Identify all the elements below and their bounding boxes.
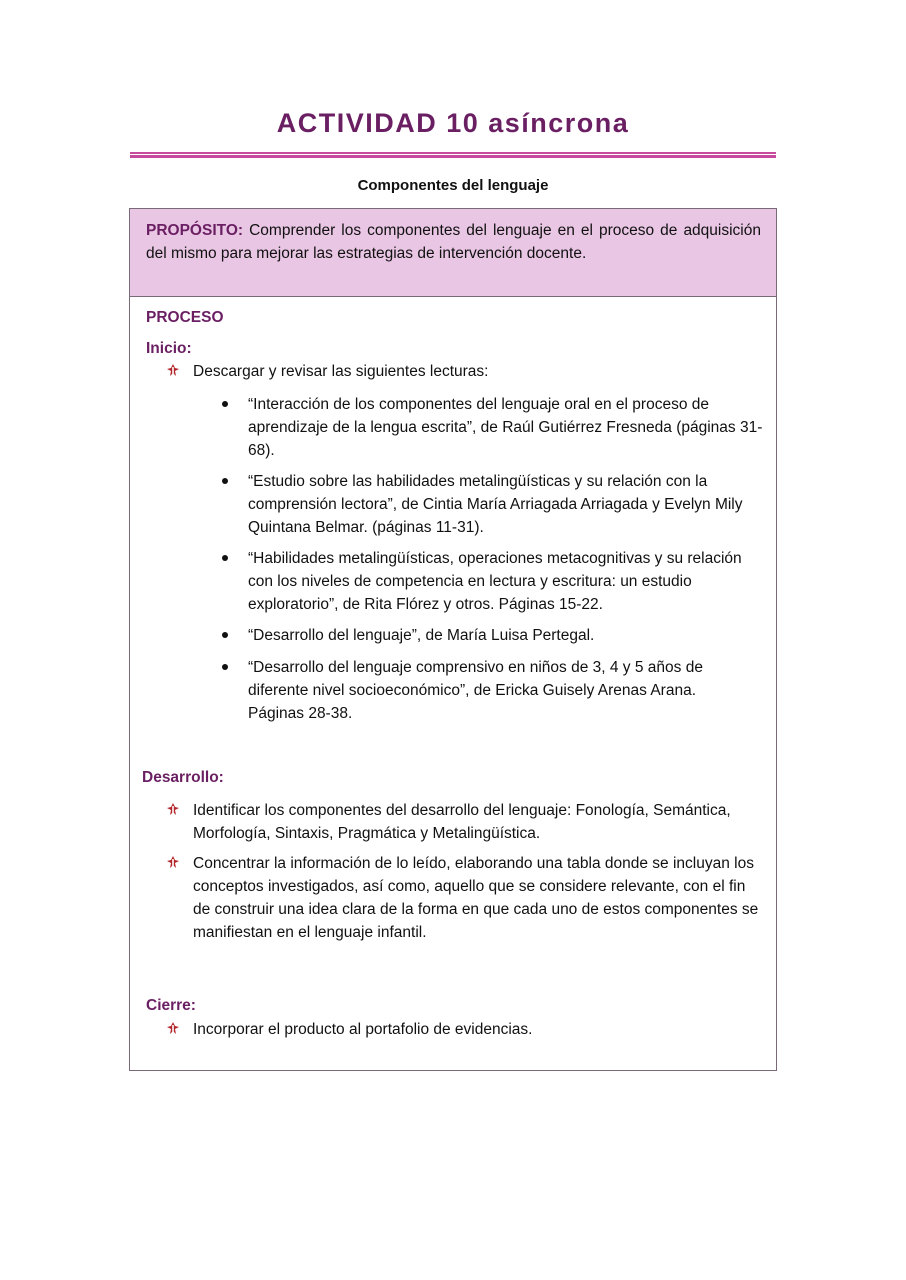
reading-item: “Estudio sobre las habilidades metalingüísticas y su relación con la comprensión lectora”, de Cintia María Arriagada Arriagada y Evelyn Mily Quintana Belmar. (páginas 11-31). <box>248 473 743 536</box>
activity-box <box>129 208 777 1071</box>
title-divider <box>130 152 776 158</box>
desarrollo-item: Identificar los componentes del desarrollo del lenguaje: Fonología, Semántica, Morfología, Sintaxis, Pragmática y Metalingüística. <box>193 802 731 842</box>
cierre-item: Incorporar el producto al portafolio de evidencias. <box>193 1021 533 1038</box>
bullet-dot <box>222 632 228 638</box>
flower-bullet-icon <box>166 855 180 869</box>
bullet-dot <box>222 664 228 670</box>
flower-bullet-icon <box>166 1021 180 1035</box>
reading-item: “Desarrollo del lenguaje”, de María Luisa Pertegal. <box>248 627 595 644</box>
page-title: ACTIVIDAD 10 asíncrona <box>276 108 630 138</box>
bullet-dot <box>222 401 228 407</box>
flower-bullet-icon <box>166 802 180 816</box>
reading-item: “Desarrollo del lenguaje comprensivo en niños de 3, 4 y 5 años de diferente nivel socioeconómico”, de Ericka Guisely Arenas Arana. Páginas 28-38. <box>248 659 703 722</box>
inicio-heading: Inicio: <box>146 340 192 357</box>
bullet-dot <box>222 478 228 484</box>
flower-bullet-icon <box>166 363 180 377</box>
purpose-paragraph <box>146 219 761 265</box>
reading-item: “Interacción de los componentes del lenguaje oral en el proceso de aprendizaje de la lengua escrita”, de Raúl Gutiérrez Fresneda (páginas 31-68). <box>248 396 763 459</box>
inicio-intro: Descargar y revisar las siguientes lecturas: <box>193 363 489 380</box>
cierre-heading: Cierre: <box>146 997 196 1014</box>
bullet-dot <box>222 555 228 561</box>
purpose-label: PROPÓSITO: <box>146 222 244 239</box>
purpose-section <box>130 209 776 297</box>
desarrollo-heading: Desarrollo: <box>142 769 224 786</box>
page-subtitle: Componentes del lenguaje <box>357 177 549 194</box>
process-heading: PROCESO <box>146 309 224 326</box>
reading-item: “Habilidades metalingüísticas, operaciones metacognitivas y su relación con los niveles de competencia en lectura y escritura: un estudio exploratorio”, de Rita Flórez y otros. Páginas 15-22. <box>248 550 742 613</box>
purpose-text: Comprender los componentes del lenguaje en el proceso de adquisición del mismo para mejorar las estrategias de intervención docente. <box>146 222 761 262</box>
desarrollo-item: Concentrar la información de lo leído, elaborando una tabla donde se incluyan los conceptos investigados, así como, aquello que se considere relevante, con el fin de construir una idea clara de la forma en que cada uno de estos componentes se manifiestan en el lenguaje infantil. <box>193 855 759 941</box>
